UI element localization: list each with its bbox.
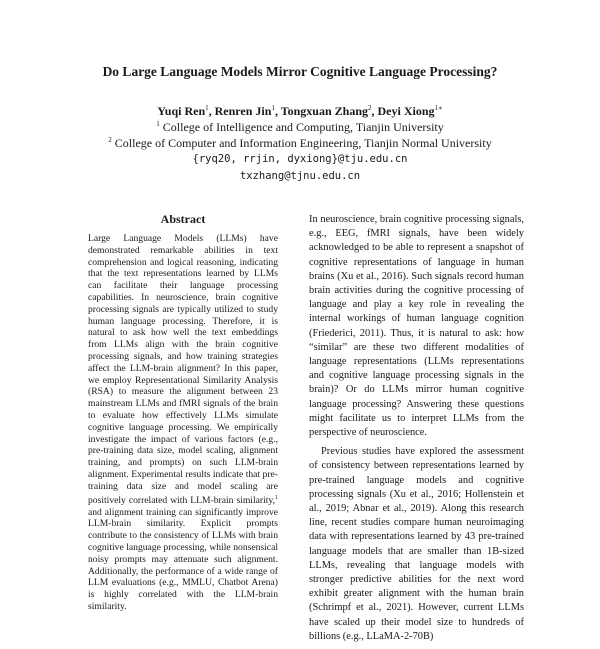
paper-title: Do Large Language Models Mirror Cognitive Language Processing? [102, 64, 498, 79]
affiliation [0, 120, 600, 135]
author-name: Tongxuan Zhang [280, 104, 369, 118]
author-mark: 1∗ [434, 104, 443, 112]
affiliation-mark: 1 [156, 120, 160, 128]
affiliation-mark: 2 [108, 136, 112, 144]
footnote-mark: 1 [275, 494, 278, 501]
abstract-body [88, 233, 278, 613]
affiliation [0, 136, 600, 151]
introduction-column [309, 213, 524, 649]
email-line: txzhang@tjnu.edu.cn [239, 170, 361, 182]
abstract-text-continued: and alignment training can significantly improve LLM-brain similarity. Explicit prompts contribute to the consistency of LLMs with brain cognitive language processing, while nonsensical noisy prompts may attenuate such alignment. Additionally, the performance of a wide range of LLM evaluations (e.g., MMLU, Chatbot Arena) is highly correlated with the LLM-brain similarity. [88, 506, 278, 612]
intro-paragraph: Previous studies have explored the assessment of consistency between representations learned by pre-trained language models and cognitive processing signals (Xu et al., 2016; Hollenstein et al., 2019; Abnar et al., 2019). Along this research line, recent studies compare human neuroimaging data with representations learned by 43 pre-trained language models that are smaller than 1B-sized LLMs, revealing that language models with stronger predictive abilities for the next word exhibit greater alignment with the human brain (Schrimpf et al., 2021). However, current LLMs have scaled up their model size to hundreds of billions (e.g., LLaMA-2-70B) [309, 446, 524, 642]
author-name: Deyi Xiong [377, 104, 435, 118]
author-mark: 1 [271, 104, 275, 112]
author-mark: 1 [205, 104, 209, 112]
affiliation-text: College of Intelligence and Computing, Tianjin University [159, 120, 444, 134]
author-list: Yuqi Ren$^1$, Renren Jin$^1$, Tongxuan Zhang$^2$, Deyi Xiong$^{1∗}$ [157, 104, 443, 118]
author-name: Yuqi Ren [157, 104, 206, 118]
email-line: {ryq20, rrjin, dyxiong}@tju.edu.cn [192, 153, 408, 165]
affiliation-text: College of Computer and Information Engineering, Tianjin Normal University [111, 136, 492, 150]
abstract-text: Large Language Models (LLMs) have demonstrated remarkable abilities in text comprehension and logical reasoning, indicating that the text representations learned by LLMs can facilitate their language processing capabilities. In neuroscience, brain cognitive processing signals are typically utilized to study human language processing. Therefore, it is natural to ask how well the text embeddings from LLMs align with the brain cognitive processing signals, and how training strategies affect the LLM-brain alignment? In this paper, we employ Representational Similarity Analysis (RSA) to measure the alignment between 23 mainstream LLMs and fMRI signals of the brain to evaluate how effectively LLMs simulate cognitive language processing. We empirically investigate the impact of various factors (e.g., pre-training data size, model scaling, alignment training, and prompts) on such LLM-brain alignment. Experimental results indicate that pre-training data size and model scaling are positively correlated with LLM-brain similarity, [88, 233, 278, 506]
intro-paragraph: In neuroscience, brain cognitive processing signals, e.g., EEG, fMRI signals, have been widely acknowledged to be able to represent a snapshot of cognitive representations of language in human brains (Xu et al., 2016). Such signals record human brain activities during the cognitive processing of language and play a key role in revealing the internal workings of human language cognition (Friederici, 2011). Thus, it is natural to ask: how “similar” are these two different modalities of language representations (LLMs representations and cognitive language processing signals in the brain)? Or do LLMs mirror human cognitive language processing? Answering these questions might facilitate us to interpret LLMs from the perspective of neuroscience. [309, 214, 524, 439]
author-mark: 2 [368, 104, 372, 112]
author-name: Renren Jin [214, 104, 272, 118]
abstract-heading: Abstract [160, 212, 206, 226]
